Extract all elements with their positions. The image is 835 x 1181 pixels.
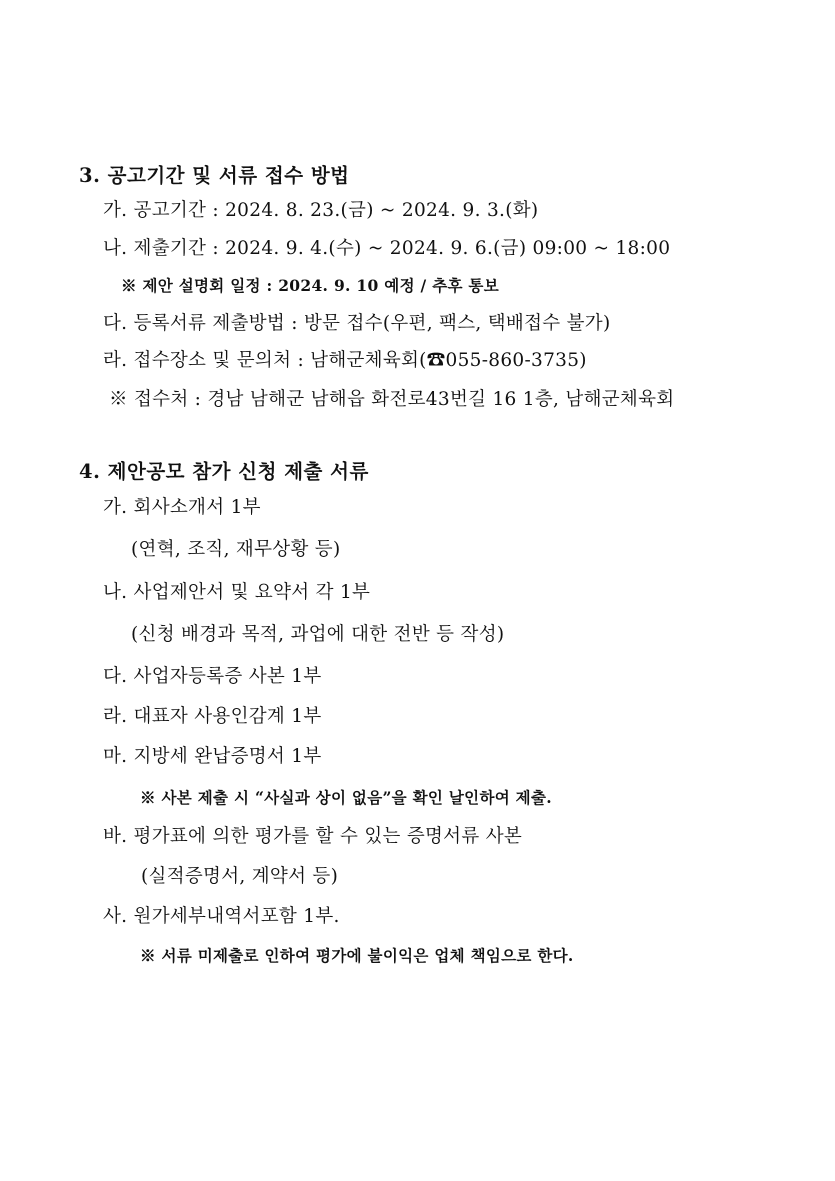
notice-period-item: 가. 공고기간 : 2024. 8. 23.(금) ~ 2024. 9. 3.(화) <box>103 200 539 221</box>
submission-period-item: 나. 제출기간 : 2024. 9. 4.(수) ~ 2024. 9. 6.(금) 09:00 ~ 18:00 <box>103 238 671 259</box>
company-intro-detail: (연혁, 조직, 재무상황 등) <box>131 539 341 560</box>
business-proposal-detail: (신청 배경과 목적, 과업에 대한 전반 등 작성) <box>131 624 505 645</box>
evaluation-evidence-detail: (실적증명서, 계약서 등) <box>141 866 339 887</box>
business-registration-item: 다. 사업자등록증 사본 1부 <box>103 666 322 687</box>
reception-address-note: ※ 접수처 : 경남 남해군 남해읍 화전로43번길 16 1층, 남해군체육회 <box>109 389 675 410</box>
contact-place-item: 라. 접수장소 및 문의처 : 남해군체육회(☎055-860-3735) <box>103 350 587 371</box>
evaluation-evidence-item: 바. 평가표에 의한 평가를 할 수 있는 증명서류 사본 <box>103 826 523 847</box>
local-tax-certificate-item: 마. 지방세 완납증명서 1부 <box>103 746 322 767</box>
copy-submission-note: ※ 사본 제출 시 “사실과 상이 없음”을 확인 날인하여 제출. <box>140 788 552 807</box>
section-4-heading: 4. 제안공모 참가 신청 제출 서류 <box>79 460 369 483</box>
seal-certificate-item: 라. 대표자 사용인감계 1부 <box>103 706 322 727</box>
section-3-heading: 3. 공고기간 및 서류 접수 방법 <box>79 164 350 187</box>
cost-breakdown-item: 사. 원가세부내역서포함 1부. <box>103 906 340 927</box>
briefing-schedule-note: ※ 제안 설명회 일정 : 2024. 9. 10 예정 / 추후 통보 <box>121 276 499 295</box>
company-intro-item: 가. 회사소개서 1부 <box>103 497 261 518</box>
non-submission-note: ※ 서류 미제출로 인하여 평가에 불이익은 업체 책임으로 한다. <box>140 946 574 965</box>
submission-method-item: 다. 등록서류 제출방법 : 방문 접수(우편, 팩스, 택배접수 불가) <box>103 313 611 334</box>
business-proposal-item: 나. 사업제안서 및 요약서 각 1부 <box>103 582 371 603</box>
